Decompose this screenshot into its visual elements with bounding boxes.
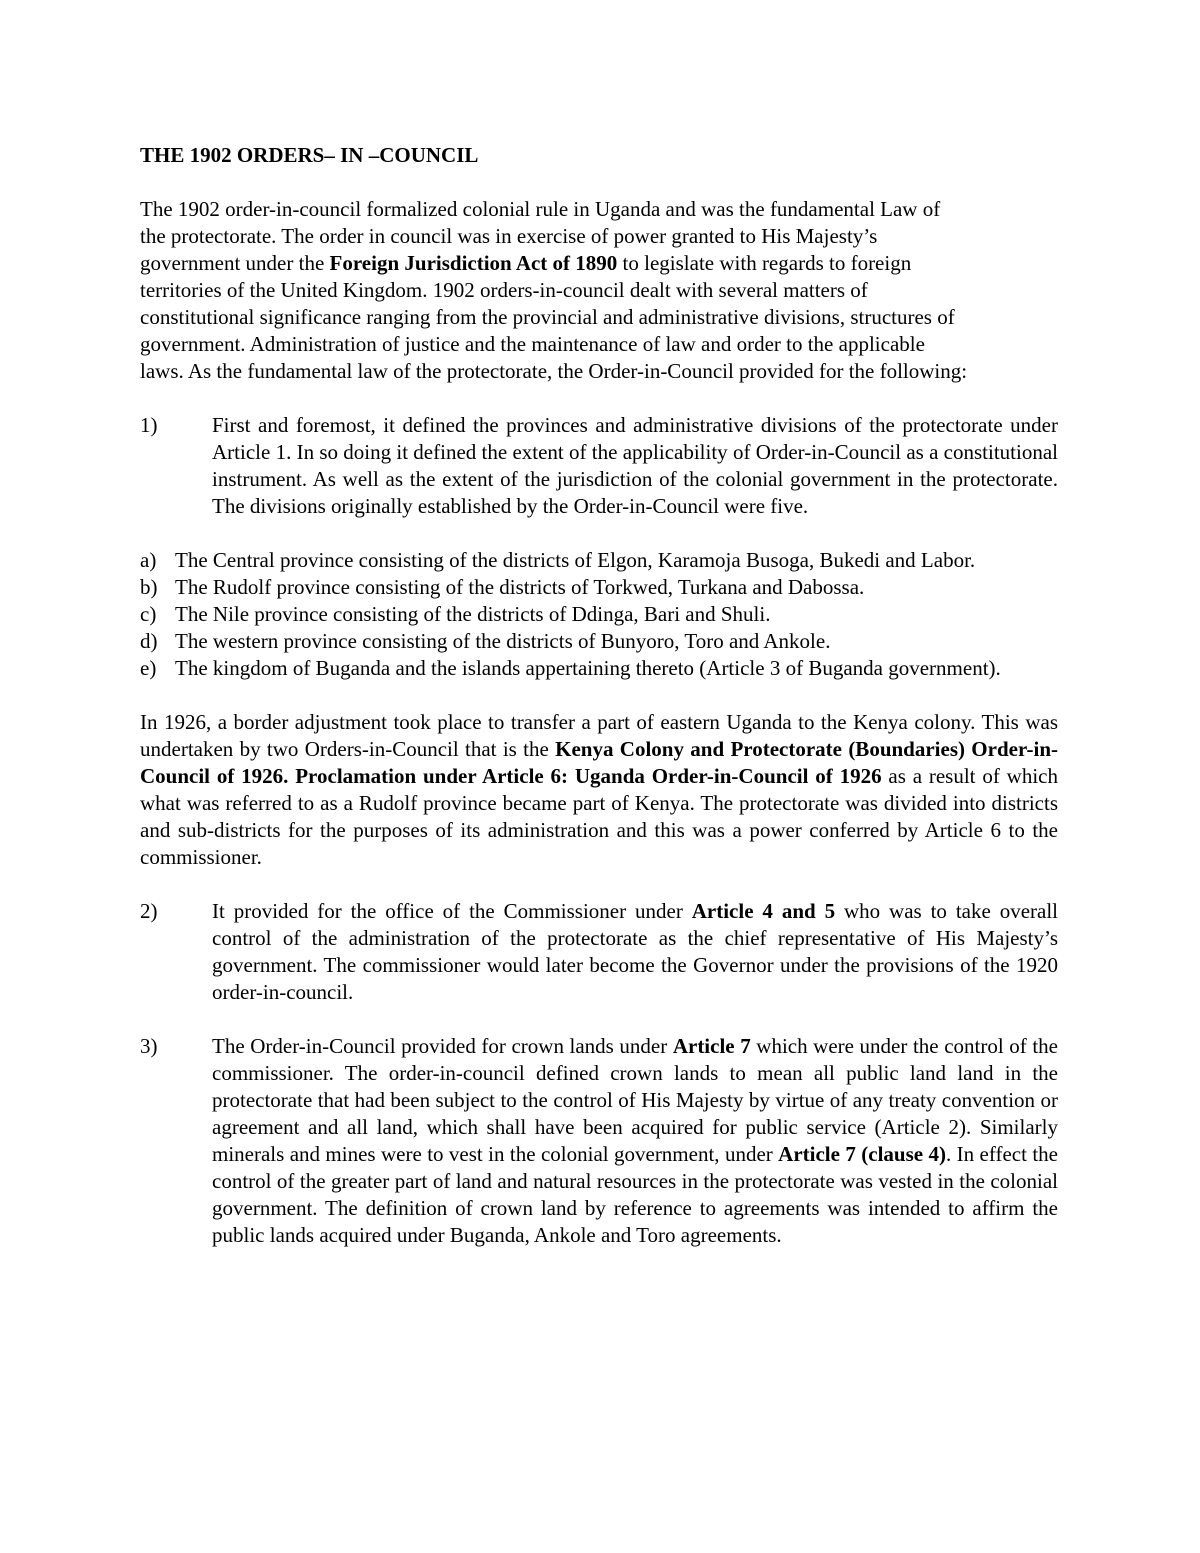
list-letter: d) [140,629,158,653]
item-text-part: who was to take overall control of the administration of the protectorate as the chief representative of His Majesty’s government. The commissioner would later become the Governor under the provisions of the 1920 order-in-council. [212,899,1058,1004]
numbered-item-2 [140,898,1058,1006]
item-text-part: which were under the control of the commissioner. The order-in-council defined crown lands to mean all public land land in the protectorate that had been subject to the control of His Majesty by virtue of any treaty convention or agreement and all land, which shall have been acquired for public service (Article 2). Similarly minerals and mines were to vest in the colonial government, under [212,1034,1058,1166]
item-number: 2) [140,899,158,923]
item-text-part: It provided for the office of the Commissioner under [212,899,692,923]
list-item [140,655,1058,682]
item-bold-clause: Article 7 (clause 4) [778,1142,946,1166]
document-page [140,142,1058,1276]
item-text: First and foremost, it defined the provinces and administrative divisions of the protectorate under Article 1. In so doing it defined the extent of the applicability of Order-in-Council as a constitutional instrument. As well as the extent of the jurisdiction of the colonial government in the protectorate. The divisions originally established by the Order-in-Council were five. [212,413,1058,518]
list-item [140,574,1058,601]
document-title: THE 1902 ORDERS– IN –COUNCIL [140,143,479,167]
province-list [140,547,1058,682]
item-text-part: The Order-in-Council provided for crown lands under [212,1034,673,1058]
para-text-1: In 1926, a border adjustment took place to transfer a part of eastern Uganda to the Kenya colony. This was undertaken by two Orders-in-Council that is the [140,710,1058,761]
intro-text-1: The 1902 order-in-council formalized colonial rule in Uganda and was the fundamental Law of the protectorate. The order in council was in exercise of power granted to His Majesty’s government under the [140,197,941,275]
item-number: 1) [140,413,158,437]
item-bold-article: Article 4 and 5 [691,899,836,923]
item-number: 3) [140,1034,158,1058]
list-text: The Central province consisting of the districts of Elgon, Karamoja Busoga, Bukedi and Labor. [175,548,976,572]
list-item [140,547,1058,574]
intro-text-2: to legislate with regards to foreign territories of the United Kingdom. 1902 orders-in-council dealt with several matters of constitutional significance ranging from the provincial and administrative divisions, structures of government. Administration of justice and the maintenance of law and order to the applicable laws. As the fundamental law of the protectorate, the Order-in-Council provided for the following: [140,251,968,383]
numbered-item-3 [140,1033,1058,1249]
list-item [140,601,1058,628]
list-text: The western province consisting of the districts of Bunyoro, Toro and Ankole. [175,629,831,653]
intro-paragraph [140,196,970,385]
paragraph-1926 [140,709,1058,871]
list-letter: b) [140,575,158,599]
intro-bold-act: Foreign Jurisdiction Act of 1890 [329,251,618,275]
list-letter: e) [140,656,157,680]
list-text: The Nile province consisting of the districts of Ddinga, Bari and Shuli. [175,602,771,626]
item-text-part: . In effect the control of the greater part of land and natural resources in the protectorate was vested in the colonial government. The definition of crown land by reference to agreements was intended to affirm the public lands acquired under Buganda, Ankole and Toro agreements. [212,1142,1058,1247]
para-text-2: as a result of which what was referred to as a Rudolf province became part of Kenya. The protectorate was divided into districts and sub-districts for the purposes of its administration and this was a power conferred by Article 6 to the commissioner. [140,764,1058,869]
item-bold-article: Article 7 [672,1034,751,1058]
list-letter: a) [140,548,157,572]
numbered-item-1 [140,412,1058,520]
list-letter: c) [140,602,157,626]
list-text: The Rudolf province consisting of the districts of Torkwed, Turkana and Dabossa. [175,575,865,599]
item-text [212,1033,1058,1249]
list-text: The kingdom of Buganda and the islands appertaining thereto (Article 3 of Buganda government). [175,656,1001,680]
para-bold-orders: Kenya Colony and Protectorate (Boundaries) Order-in-Council of 1926. Proclamation under Article 6: Uganda Order-in-Council of 1926 [140,737,1059,788]
item-text [212,898,1058,1006]
list-item [140,628,1058,655]
